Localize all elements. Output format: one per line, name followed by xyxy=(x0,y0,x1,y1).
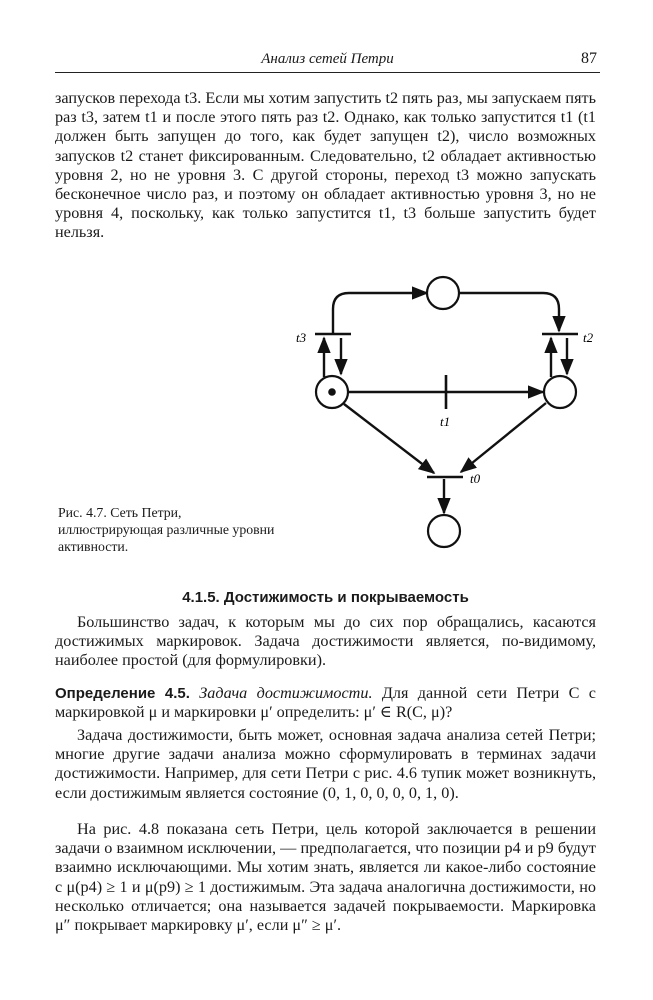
figure-caption: Рис. 4.7. Сеть Петри, иллюстрирующая различные уровни активности. xyxy=(58,505,275,554)
place-top xyxy=(427,277,459,309)
paragraph-intro: запусков перехода t3. Если мы хотим запустить t2 пять раз, мы запускаем пять раз t3, затем t1 и после этого пять раз t2. Однако, как только запустится t1 (t1 должен быть запущен до того, как будет запущен t2), число возможных запусков t2 станет фиксированным. Следовательно, t2 обладает активностью уровня 2, но не уровня 3. С другой стороны, переход t3 можно запускать бесконечное число раз, и поэтому он обладает активностью уровня 3, но не уровня 4, поскольку, как только запустится t1, t3 больше запустить будет нельзя. xyxy=(55,89,596,242)
place-bottom xyxy=(428,515,460,547)
definition-text: Для данной сети Петри C с маркировкой μ и маркировки μ′ определить: μ′ ∈ R(C, μ)? xyxy=(55,684,596,722)
label-t1: t1 xyxy=(440,414,451,429)
label-t2: t2 xyxy=(583,330,594,345)
definition-4-5 xyxy=(55,684,596,722)
paragraph-reachability-intro: Большинство задач, к которым мы до сих пор обращались, касаются достижимых маркировок. Задача достижимости является, по-видимому, наиболее простой (для формулировки). xyxy=(55,613,596,670)
running-title: Анализ сетей Петри xyxy=(261,51,394,67)
label-t3: t3 xyxy=(296,330,307,345)
paragraph-coverability: На рис. 4.8 показана сеть Петри, цель которой заключается в решении задачи о взаимном исключении, — предполагается, что позиции p4 и p9 будут взаимно исключающими. Мы хотим знать, является ли какое-либо состояние с μ(p4) ≥ 1 и μ(p9) ≥ 1 достижимым. Эта задача аналогична достижимости, но несколько отличается; она называется задачей покрываемости. Маркировка μ″ покрывает маркировку μ′, если μ″ ≥ μ′. xyxy=(55,820,596,935)
place-right xyxy=(544,376,576,408)
arc-right-place-to-t0 xyxy=(461,403,546,472)
token xyxy=(328,388,336,396)
page-number: 87 xyxy=(581,50,597,67)
paragraph-reachability-main: Задача достижимости, быть может, основная задача анализа сетей Петри; многие другие задачи анализа можно сформулировать в терминах задачи достижимости. Например, для сети Петри с рис. 4.6 тупик может возникнуть, если достижимым является состояние (0, 1, 0, 0, 0, 0, 1, 0). xyxy=(55,726,596,802)
definition-title: Задача достижимости. xyxy=(199,684,373,702)
arc-left-place-to-t0 xyxy=(344,404,434,473)
arc-t3-to-top-place xyxy=(333,293,427,333)
section-title: 4.1.5. Достижимость и покрываемость xyxy=(182,589,469,606)
arc-top-place-to-t2 xyxy=(459,293,559,331)
definition-head: Определение 4.5. xyxy=(55,685,190,702)
label-t0: t0 xyxy=(470,471,481,486)
